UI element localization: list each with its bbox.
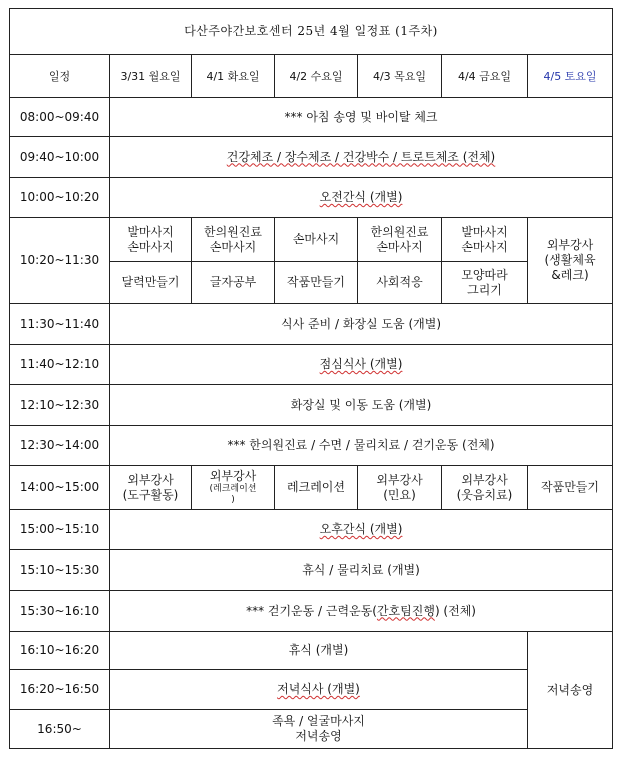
table-row (10, 710, 613, 749)
time-cell: 15:30~16:10 (10, 591, 110, 632)
header-time: 일정 (10, 55, 110, 98)
activity-text-highlight: 간호팀진행 (376, 603, 435, 618)
activity-cell-wed: 레크레이션 (275, 466, 358, 510)
table-row (10, 345, 613, 385)
table-row (10, 466, 613, 510)
activity-text: 오전간식 (개별) (319, 190, 403, 204)
header-day-mon: 3/31 월요일 (110, 55, 192, 98)
table-row (10, 550, 613, 591)
activity-cell: 식사 준비 / 화장실 도움 (개별) (110, 304, 613, 345)
time-cell: 10:20~11:30 (10, 218, 110, 304)
activity-cell-sat: 저녁송영 (528, 632, 613, 749)
time-cell: 12:30~14:00 (10, 426, 110, 466)
table-row (10, 426, 613, 466)
activity-text: 오후간식 (개별) (319, 522, 403, 536)
header-day-sat: 4/5 토요일 (528, 55, 613, 98)
activity-cell: 화장실 및 이동 도움 (개별) (110, 385, 613, 426)
activity-cell-thu-bottom: 사회적응 (358, 262, 442, 304)
header-day-wed: 4/2 수요일 (275, 55, 358, 98)
activity-cell-thu-top: 한의원진료 손마사지 (358, 218, 442, 262)
activity-text-pre: *** 걷기운동 / 근력운동( (246, 603, 377, 618)
activity-cell-fri: 외부강사 (웃음치료) (442, 466, 528, 510)
time-cell: 11:40~12:10 (10, 345, 110, 385)
activity-cell-mon-top: 발마사지 손마사지 (110, 218, 192, 262)
activity-cell (110, 670, 528, 710)
table-row (10, 510, 613, 550)
activity-text-post: ) (전체) (434, 603, 476, 618)
activity-cell-fri-top: 발마사지 손마사지 (442, 218, 528, 262)
time-cell: 16:10~16:20 (10, 632, 110, 670)
activity-cell (110, 345, 613, 385)
schedule-table (9, 8, 613, 749)
table-row (10, 385, 613, 426)
activity-line-2: 저녁송영 (295, 729, 342, 743)
time-cell: 09:40~10:00 (10, 137, 110, 178)
activity-cell-mon-bottom: 달력만들기 (110, 262, 192, 304)
activity-cell: *** 아침 송영 및 바이탈 체크 (110, 98, 613, 137)
activity-cell-sat: 외부강사 (생활체육 &레크) (528, 218, 613, 304)
table-row (10, 591, 613, 632)
activity-cell (110, 591, 613, 632)
table-row (10, 137, 613, 178)
activity-cell (110, 510, 613, 550)
header-day-tue: 4/1 화요일 (192, 55, 275, 98)
activity-cell-thu: 외부강사 (민요) (358, 466, 442, 510)
time-cell: 14:00~15:00 (10, 466, 110, 510)
activity-cell-sat: 작품만들기 (528, 466, 613, 510)
table-row (10, 670, 613, 710)
activity-cell: 휴식 (개별) (110, 632, 528, 670)
activity-cell-mon: 외부강사 (도구활동) (110, 466, 192, 510)
activity-cell-tue-bottom: 글자공부 (192, 262, 275, 304)
activity-line-1: 족욕 / 얼굴마사지 (272, 714, 365, 728)
activity-cell (110, 137, 613, 178)
activity-sub-end: ) (231, 495, 235, 505)
activity-cell-wed-top: 손마사지 (275, 218, 358, 262)
activity-cell (110, 710, 528, 749)
activity-cell-wed-bottom: 작품만들기 (275, 262, 358, 304)
time-cell: 08:00~09:40 (10, 98, 110, 137)
activity-sub: (레크레이션 (209, 484, 257, 494)
activity-text: 저녁식사 (개별) (277, 682, 360, 696)
header-day-fri: 4/4 금요일 (442, 55, 528, 98)
time-cell: 16:50~ (10, 710, 110, 749)
activity-text: 건강체조 / 장수체조 / 건강박수 / 트로트체조 (전체) (226, 149, 496, 164)
schedule-page (9, 8, 612, 749)
page-title: 다산주야간보호센터 25년 4월 일정표 (1주차) (10, 9, 613, 55)
header-day-thu: 4/3 목요일 (358, 55, 442, 98)
time-cell: 12:10~12:30 (10, 385, 110, 426)
activity-cell-tue (192, 466, 275, 510)
activity-cell (110, 178, 613, 218)
activity-cell: *** 한의원진료 / 수면 / 물리치료 / 걷기운동 (전체) (110, 426, 613, 466)
time-cell: 15:10~15:30 (10, 550, 110, 591)
activity-cell-tue-top: 한의원진료 손마사지 (192, 218, 275, 262)
activity-cell-fri-bottom: 모양따라 그리기 (442, 262, 528, 304)
table-row (10, 98, 613, 137)
activity-text: 점심식사 (개별) (319, 357, 403, 371)
table-row (10, 632, 613, 670)
activity-main: 외부강사 (209, 469, 257, 483)
table-row (10, 178, 613, 218)
time-cell: 16:20~16:50 (10, 670, 110, 710)
time-cell: 15:00~15:10 (10, 510, 110, 550)
activity-cell: 휴식 / 물리치료 (개별) (110, 550, 613, 591)
time-cell: 10:00~10:20 (10, 178, 110, 218)
table-row (10, 304, 613, 345)
time-cell: 11:30~11:40 (10, 304, 110, 345)
table-row (10, 218, 613, 262)
header-row (10, 55, 613, 98)
